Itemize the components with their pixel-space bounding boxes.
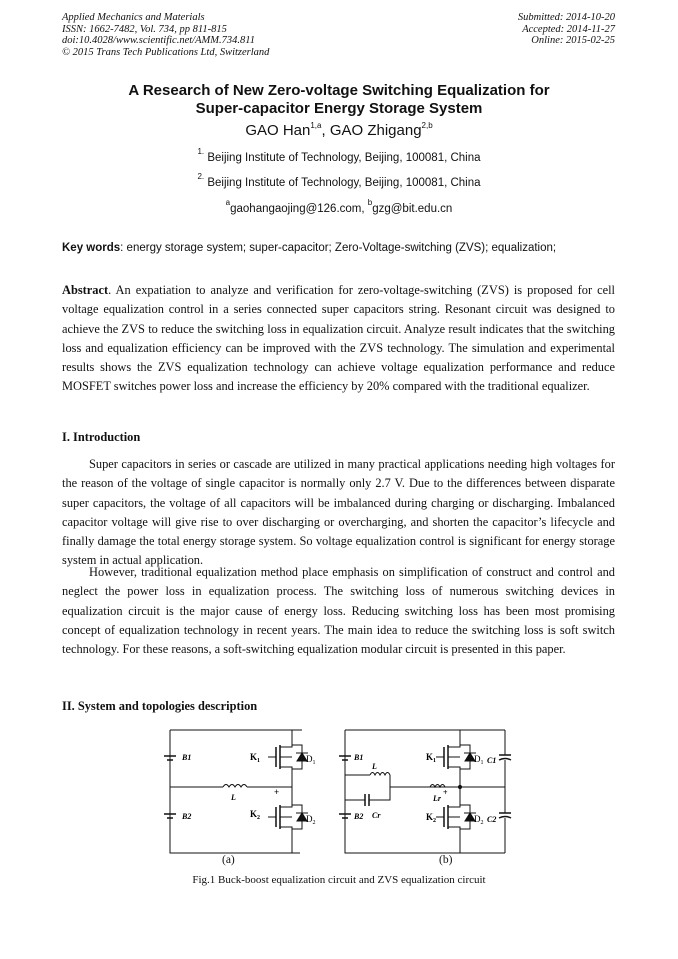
email-b-sup: b — [367, 198, 373, 207]
keywords-text: : energy storage system; super-capacitor; Zero-Voltage-switching (ZVS); equalization; — [120, 242, 557, 254]
email-b: gzg@bit.edu.cn — [372, 203, 453, 215]
intro-heading: I. Introduction — [62, 430, 141, 444]
abstract-text: . An expatiation to analyze and verification for zero-voltage-switching (ZVS) is proposed for cell voltage equalization control in a series connected super capacitors string. Resonant circuit was designed to achieve the ZVS to reduce the switching loss in equalization circuit. Analyze result indicates that the switching loss and equalization efficiency can be improved with the ZVS technology. The simulation and experimental results shows the ZVS equalization technology can achieve voltage equalization performance and reduce MOSFET switches power loss and increase the efficiency by 20% compared with the traditional equalizer. — [62, 283, 615, 394]
label-a-k2: $K_2$ — [250, 809, 261, 821]
journal-name: Applied Mechanics and Materials — [62, 12, 205, 23]
author-2-sup: 2,b — [421, 121, 433, 130]
circuit-b-labels — [353, 752, 496, 826]
label-a-d2: $D_2$ — [306, 814, 316, 826]
label-b-plus: + — [443, 788, 448, 797]
label-b-lr: Lr — [433, 794, 441, 803]
label-a-plus: + — [274, 787, 280, 797]
label-b-c1: C1 — [487, 756, 497, 765]
email-a: gaohangaojing@126.com, — [230, 203, 368, 215]
figure-1 — [160, 725, 520, 855]
doi-line: doi:10.4028/www.scientific.net/AMM.734.811 — [62, 35, 255, 46]
author-1-name: GAO Han — [245, 122, 311, 139]
author-emails — [0, 198, 678, 215]
author-2-name: GAO Zhigang — [329, 122, 422, 139]
figure-caption: Fig.1 Buck-boost equalization circuit and ZVS equalization circuit — [192, 874, 486, 886]
affiliation-1-sup: 1. — [197, 147, 205, 156]
label-a-b1: B1 — [182, 753, 192, 762]
intro-paragraph-2: However, traditional equalization method place emphasis on simplification of construct and control and neglect the power loss in equalization process. The switching loss of numerous switching devices in equalization circuit is the major cause of energy loss. Reducing switching loss has been most promising concept of equalization technology in recent years. The main idea to reduce the switching loss is soft switch technology. For these reasons, a soft-switching equalization modular circuit is presented in this paper. — [62, 565, 615, 657]
abstract-label: Abstract — [62, 283, 109, 297]
abstract — [62, 281, 615, 397]
author-1-sup: 1,a — [310, 121, 322, 130]
title-line-1: A Research of New Zero-voltage Switching Equalization for — [128, 82, 550, 99]
circuit-a-labels — [181, 752, 316, 826]
figure-label-a: (a) — [222, 854, 235, 866]
journal-header — [62, 12, 269, 58]
keywords-label: Key words — [62, 242, 121, 254]
affiliation-2-text: Beijing Institute of Technology, Beijing, 100081, China — [204, 177, 481, 189]
label-a-b2: B2 — [182, 812, 192, 821]
dates-header — [518, 12, 615, 47]
paper-title — [0, 82, 678, 118]
issn-line: ISSN: 1662-7482, Vol. 734, pp 811-815 — [62, 23, 227, 35]
label-b-l: L — [372, 762, 377, 771]
label-a-k1: $K_1$ — [250, 752, 261, 764]
intro-paragraph-1: Super capacitors in series or cascade are utilized in many practical applications needing high voltages for the reason of the voltage of single capacitor is normally only 2.7 V. Due to the differences between disparate super capacitors, the voltage of all capacitors will be imbalanced during charging or discharging. Imbalanced capacitor voltage will give rise to over discharging or overcharging, and shorten the capacitor’s lifecycle and finally damage the total energy storage system. So voltage equalization control is significant for energy storage system in actual application. — [62, 457, 615, 568]
label-b-b2: B2 — [354, 812, 364, 821]
email-a-sup: a — [225, 198, 231, 207]
label-b-cr: Cr — [372, 811, 381, 820]
label-b-d1: $D_1$ — [474, 754, 484, 766]
label-a-d1: $D_1$ — [306, 754, 316, 766]
author-separator: , — [321, 122, 330, 139]
label-b-k2: $K_2$ — [426, 812, 437, 824]
copyright-line: © 2015 Trans Tech Publications Ltd, Switzerland — [62, 46, 270, 58]
affiliation-1 — [0, 147, 678, 164]
figure-label-b: (b) — [439, 854, 453, 866]
accepted-date: Accepted: 2014-11-27 — [522, 23, 615, 35]
label-b-k1: $K_1$ — [426, 752, 437, 764]
section-2-heading: II. System and topologies description — [62, 699, 258, 713]
title-line-2: Super-capacitor Energy Storage System — [195, 100, 483, 117]
circuit-b — [339, 730, 511, 853]
online-date: Online: 2015-02-25 — [531, 35, 615, 46]
author-list — [0, 122, 678, 139]
submitted-date: Submitted: 2014-10-20 — [517, 12, 615, 23]
label-b-c2: C2 — [487, 815, 497, 824]
affiliation-2-sup: 2. — [197, 172, 205, 181]
keywords — [62, 242, 622, 254]
label-b-d2: $D_2$ — [474, 814, 484, 826]
affiliation-2 — [0, 172, 678, 189]
affiliation-1-text: Beijing Institute of Technology, Beijing, 100081, China — [204, 152, 481, 164]
circuit-a — [164, 730, 308, 853]
label-a-l: L — [231, 793, 236, 802]
circuit-diagrams — [160, 725, 520, 855]
label-b-b1: B1 — [354, 753, 364, 762]
